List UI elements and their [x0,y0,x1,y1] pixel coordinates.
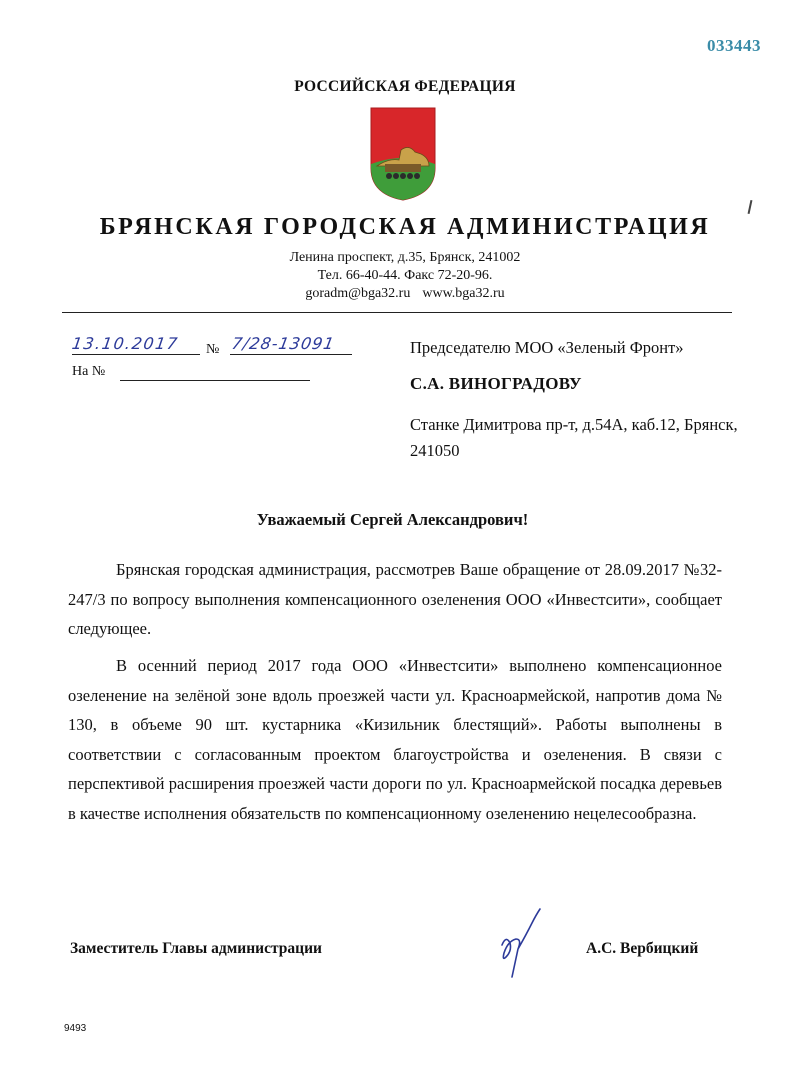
executor-code: 9493 [64,1023,87,1034]
addressee-position: Председателю МОО «Зеленый Фронт» [410,338,684,357]
outgoing-number-line [230,354,352,355]
org-email[interactable]: goradm@bga32.ru [305,286,411,301]
outgoing-date: 13.10.2017 [70,334,180,353]
signer-name: А.С. Вербицкий [586,940,699,957]
incoming-reference [72,364,322,386]
outgoing-number-label: № [206,342,220,357]
coat-of-arms-icon [369,106,437,202]
organization-title: БРЯНСКАЯ ГОРОДСКАЯ АДМИНИСТРАЦИЯ [99,214,711,240]
body-paragraph: Брянская городская администрация, рассмотрев Ваше обращение от 28.09.2017 №32-247/3 по вопросу выполнения компенсационного озеленения ООО «Инвестсити», сообщает следующее. [68,560,722,638]
signature-icon [492,905,552,985]
incoming-label: На № [72,364,106,379]
outgoing-date-line [72,354,200,355]
scan-edge-mark [748,200,753,214]
org-website[interactable]: www.bga32.ru [422,286,505,301]
incoming-line [120,380,310,381]
addressee-block [410,338,750,464]
greeting: Уважаемый Сергей Александрович! [256,510,529,529]
org-phones: Тел. 66-40-44. Факс 72-20-96. [317,268,493,283]
registration-number: 033443 [707,36,761,55]
signer-title: Заместитель Главы администрации [70,940,322,957]
body-paragraph: В осенний период 2017 года ООО «Инвестсити» выполнено компенсационное озеленение на зелёной зоне вдоль проезжей части ул. Красноармейской, напротив дома № 130, в объеме 90 шт. кустарника «Кизильник блестящий». Работы выполнены в соответствии с согласованным проектом благоустройства и озеленения. В связи с перспективой расширения проезжей части дороги по ул. Красноармейской посадка деревьев в качестве исполнения обязательств по компенсационному озеленению нецелесообразна. [68,656,722,823]
addressee-address: Станке Димитрова пр-т, д.54А, каб.12, Брянск, 241050 [410,415,738,460]
addressee-name: С.А. ВИНОГРАДОВУ [410,374,582,393]
outgoing-number: 7/28-13091 [230,334,337,353]
outgoing-reference [72,332,372,360]
header-divider [62,312,732,313]
org-email-web [0,286,785,302]
country-header: РОССИЙСКАЯ ФЕДЕРАЦИЯ [294,78,516,95]
org-address: Ленина проспект, д.35, Брянск, 241002 [289,250,521,265]
